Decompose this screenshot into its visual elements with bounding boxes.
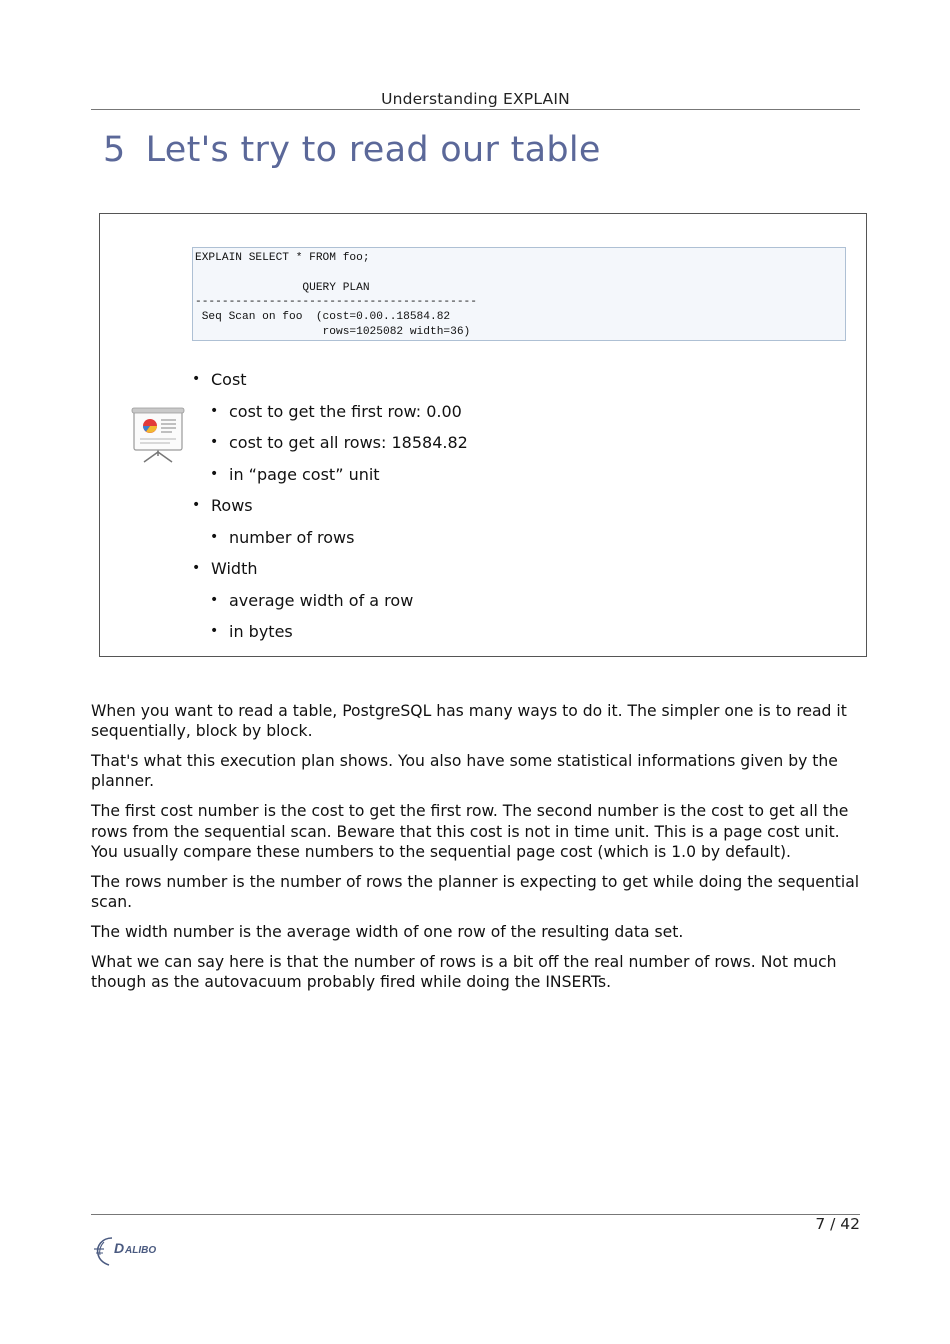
body-text xyxy=(91,701,861,1002)
section-title xyxy=(103,130,601,170)
presentation-easel-icon xyxy=(130,406,186,464)
sub-bullet-item: • cost to get all rows: 18584.82 xyxy=(192,427,468,459)
sub-bullet-item: • in “page cost” unit xyxy=(192,459,468,491)
bullet-item: • Cost xyxy=(192,364,468,396)
bullet-item: • Rows xyxy=(192,490,468,522)
code-block: EXPLAIN SELECT * FROM foo; QUERY PLAN ------------------------------------------ Seq Scan on foo (cost=0.00..18584.82 rows=1025082 width=36) xyxy=(192,247,846,341)
footer-rule xyxy=(91,1214,860,1215)
svg-text:ALIBO: ALIBO xyxy=(125,1245,157,1256)
bullet-list xyxy=(192,364,468,648)
section-number: 5 xyxy=(103,130,126,170)
body-paragraph: The rows number is the number of rows the planner is expecting to get while doing the sequential scan. xyxy=(91,872,860,912)
body-paragraph: The first cost number is the cost to get the first row. The second number is the cost to get all the rows from the sequential scan. Beware that this cost is not in time unit. This is a page cost unit. You usually compare these numbers to the sequential page cost (which is 1.0 by default). xyxy=(91,802,849,861)
sub-bullet-item: • number of rows xyxy=(192,522,468,554)
body-paragraph: The width number is the average width of one row of the resulting data set. xyxy=(91,923,684,942)
slide-box xyxy=(99,213,867,657)
page-number: 7 / 42 xyxy=(815,1215,860,1233)
body-paragraph: When you want to read a table, PostgreSQL has many ways to do it. The simpler one is to read it sequentially, block by block. xyxy=(91,702,847,741)
dalibo-logo-icon xyxy=(90,1232,162,1270)
body-paragraph: What we can say here is that the number of rows is a bit off the real number of rows. Not much though as the autovacuum probably fired while doing the INSERTs. xyxy=(91,952,837,992)
body-paragraph: That's what this execution plan shows. You also have some statistical informations given by the planner. xyxy=(91,752,838,791)
running-header: Understanding EXPLAIN xyxy=(91,90,860,110)
bullet-item: • Width xyxy=(192,553,468,585)
sub-bullet-item: • average width of a row xyxy=(192,585,468,617)
sub-bullet-item: • cost to get the first row: 0.00 xyxy=(192,396,468,428)
sub-bullet-item: • in bytes xyxy=(192,616,468,648)
section-title-text: Let's try to read our table xyxy=(145,130,601,170)
svg-text:D: D xyxy=(114,1240,125,1256)
